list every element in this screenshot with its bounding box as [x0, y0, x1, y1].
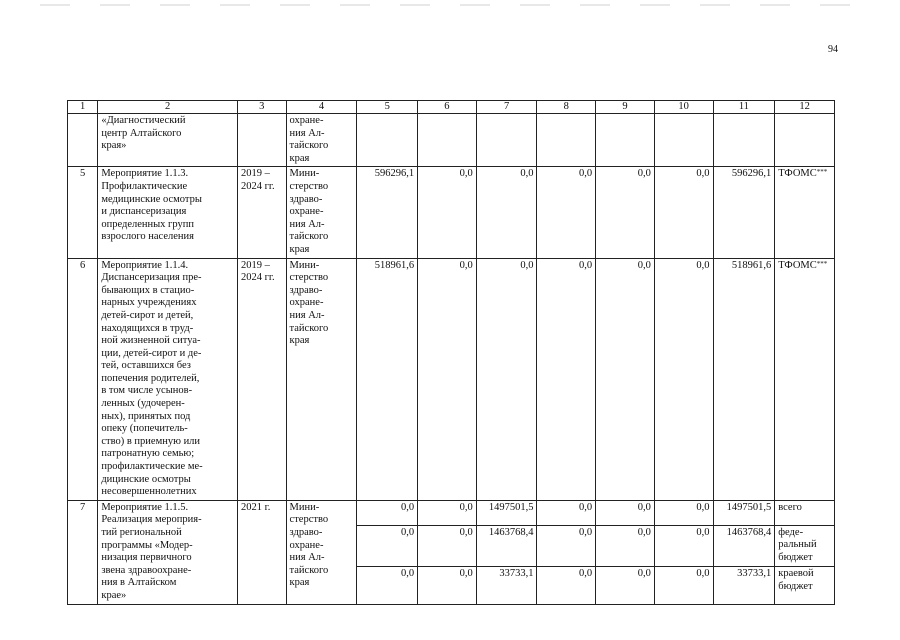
cell-value: 0,0	[537, 258, 596, 500]
header-row	[68, 101, 835, 114]
source-label: ТФОМС	[778, 168, 817, 180]
cell-value	[596, 114, 655, 167]
header-cell: 11	[713, 101, 775, 114]
cell-value: 0,0	[537, 500, 596, 525]
cell-num: 5	[68, 167, 98, 258]
cell-value: 0,0	[418, 258, 477, 500]
text-line: 2019 –	[240, 259, 270, 271]
text-line: краевой	[778, 568, 814, 580]
cell-value: 0,0	[418, 167, 477, 258]
cell-description	[98, 114, 238, 167]
text-line: центр Алтайского	[101, 127, 182, 139]
cell-value: 0,0	[418, 525, 477, 567]
source-label: ТФОМС	[778, 259, 817, 271]
header-cell: 12	[775, 101, 835, 114]
header-cell: 2	[98, 101, 238, 114]
text-line: Мероприятие 1.1.5.	[101, 501, 189, 513]
cell-value: 0,0	[537, 167, 596, 258]
text-line: охране-	[289, 206, 324, 218]
cell-value: 1497501,5	[476, 500, 537, 525]
cell-value	[476, 114, 537, 167]
cell-value: 1463768,4	[713, 525, 775, 567]
text-line: ральный	[778, 539, 817, 551]
text-line: 2024 гг.	[240, 180, 275, 192]
cell-executor	[286, 167, 357, 258]
header-cell: 5	[357, 101, 418, 114]
cell-period	[237, 258, 286, 500]
cell-value: 596296,1	[357, 167, 418, 258]
text-line: 2019 –	[240, 168, 270, 180]
table-row	[68, 258, 835, 500]
text-line: Мероприятие 1.1.3.	[101, 168, 189, 180]
table-row	[68, 114, 835, 167]
cell-value: 0,0	[654, 500, 713, 525]
cell-value: 0,0	[476, 258, 537, 500]
table-row	[68, 167, 835, 258]
text-line: несовершеннолетних	[101, 486, 197, 498]
text-line: бюджет	[778, 581, 813, 593]
cell-value: 0,0	[654, 567, 713, 604]
text-line: тайского	[289, 564, 329, 576]
header-cell: 3	[237, 101, 286, 114]
text-line: ленных (удочерен-	[101, 398, 185, 410]
cell-description	[98, 500, 238, 604]
text-line: тей, оставшихся без	[101, 360, 191, 372]
cell-value: 518961,6	[357, 258, 418, 500]
footnote-mark: ***	[816, 259, 828, 268]
text-line: ных), принятых под	[101, 410, 191, 422]
text-line: находящихся в труд-	[101, 322, 194, 334]
footnote-mark: ***	[816, 168, 828, 177]
cell-value: 0,0	[596, 500, 655, 525]
cell-value	[357, 114, 418, 167]
cell-value: 0,0	[357, 500, 418, 525]
cell-value: 33733,1	[713, 567, 775, 604]
text-line: патронатную семью;	[101, 448, 195, 460]
text-line: ния в Алтайском	[101, 577, 177, 589]
text-line: края	[289, 243, 310, 255]
text-line: тий региональной	[101, 527, 182, 538]
header-cell: 8	[537, 101, 596, 114]
cell-value: 0,0	[596, 258, 655, 500]
cell-period: 2021 г.	[237, 500, 286, 604]
header-cell: 7	[476, 101, 537, 114]
cell-description	[98, 167, 238, 258]
cell-value: 1497501,5	[713, 500, 775, 525]
text-line: Мероприятие 1.1.4.	[101, 259, 189, 271]
text-line: стерство	[289, 272, 329, 284]
text-line: края	[289, 335, 310, 347]
cell-period	[237, 114, 286, 167]
cell-num: 6	[68, 258, 98, 500]
cell-value	[654, 114, 713, 167]
text-line: определенных групп	[101, 218, 194, 230]
header-cell: 4	[286, 101, 357, 114]
cell-value: 0,0	[596, 167, 655, 258]
cell-num	[68, 114, 98, 167]
text-line: профилактические ме-	[101, 461, 203, 473]
text-line: охране-	[289, 539, 324, 551]
cell-value: 33733,1	[476, 567, 537, 604]
header-cell: 9	[596, 101, 655, 114]
cell-value: 0,0	[476, 167, 537, 258]
text-line: ции, детей-сирот и де-	[101, 347, 202, 359]
text-line: крае»	[101, 589, 127, 601]
cell-value: 0,0	[596, 525, 655, 567]
text-line: звена здравоохране-	[101, 564, 192, 576]
text-line: Профилактические	[101, 180, 188, 192]
text-line: Мини-	[289, 168, 320, 180]
cell-source	[775, 167, 835, 258]
text-line: бюджет	[778, 551, 813, 563]
text-line: нарных учреждениях	[101, 297, 197, 309]
cell-value: 0,0	[654, 167, 713, 258]
text-line: Реализация мероприя-	[101, 514, 202, 526]
cell-num: 7	[68, 500, 98, 604]
header-cell: 6	[418, 101, 477, 114]
cell-executor	[286, 258, 357, 500]
text-line: медицинские осмотры	[101, 193, 202, 205]
text-line: Мини-	[289, 259, 320, 271]
text-line: низация первичного	[101, 552, 192, 564]
text-line: охране-	[289, 115, 324, 126]
cell-source	[775, 114, 835, 167]
text-line: бывающих в стацио-	[101, 284, 195, 296]
text-line: тайского	[289, 322, 329, 334]
text-line: попечения родителей,	[101, 372, 200, 384]
cell-source	[775, 525, 835, 567]
text-line: Мини-	[289, 501, 320, 513]
cell-source	[775, 258, 835, 500]
header-cell: 1	[68, 101, 98, 114]
cell-period	[237, 167, 286, 258]
text-line: стерство	[289, 180, 329, 192]
text-line: феде-	[778, 526, 804, 538]
text-line: ство) в приемную или	[101, 435, 201, 447]
text-line: края»	[101, 140, 127, 152]
cell-source	[775, 500, 835, 525]
cell-description	[98, 258, 238, 500]
table-row	[68, 500, 835, 525]
program-table	[67, 100, 835, 605]
cell-value: 0,0	[418, 500, 477, 525]
cell-value: 518961,6	[713, 258, 775, 500]
text-line: ния Ал-	[289, 218, 325, 230]
text-line: взрослого населения	[101, 231, 194, 243]
cell-value: 0,0	[654, 258, 713, 500]
cell-value: 0,0	[357, 567, 418, 604]
text-line: тайского	[289, 140, 329, 152]
text-line: всего	[778, 501, 802, 513]
cell-value	[418, 114, 477, 167]
text-line: ния Ал-	[289, 309, 325, 321]
text-line: ния Ал-	[289, 552, 325, 564]
cell-value: 0,0	[654, 525, 713, 567]
text-line: края	[289, 152, 310, 164]
cell-value: 0,0	[357, 525, 418, 567]
cell-executor	[286, 114, 357, 167]
cell-value: 596296,1	[713, 167, 775, 258]
text-line: программы «Модер-	[101, 539, 193, 551]
text-line: в том числе усынов-	[101, 385, 193, 397]
text-line: охране-	[289, 297, 324, 309]
cell-value: 1463768,4	[476, 525, 537, 567]
text-line: края	[289, 577, 310, 589]
text-line: стерство	[289, 514, 329, 526]
text-line: детей-сирот и детей,	[101, 309, 194, 321]
text-line: тайского	[289, 231, 329, 243]
header-cell: 10	[654, 101, 713, 114]
cell-value	[713, 114, 775, 167]
text-line: «Диагностический	[101, 115, 186, 126]
text-line: здраво-	[289, 284, 323, 296]
scan-artifact	[40, 4, 860, 6]
cell-value	[537, 114, 596, 167]
cell-executor	[286, 500, 357, 604]
text-line: Диспансеризация пре-	[101, 272, 202, 284]
cell-value: 0,0	[537, 567, 596, 604]
text-line: дицинские осмотры	[101, 473, 191, 485]
text-line: 2024 гг.	[240, 272, 275, 284]
cell-source	[775, 567, 835, 604]
cell-value: 0,0	[418, 567, 477, 604]
cell-value: 0,0	[596, 567, 655, 604]
text-line: и диспансеризация	[101, 206, 187, 218]
page-number: 94	[828, 44, 838, 55]
cell-value: 0,0	[537, 525, 596, 567]
text-line: здраво-	[289, 193, 323, 205]
text-line: опеку (попечитель-	[101, 423, 188, 435]
text-line: ния Ал-	[289, 127, 325, 139]
text-line: здраво-	[289, 527, 323, 538]
text-line: ной жизненной ситуа-	[101, 335, 201, 347]
